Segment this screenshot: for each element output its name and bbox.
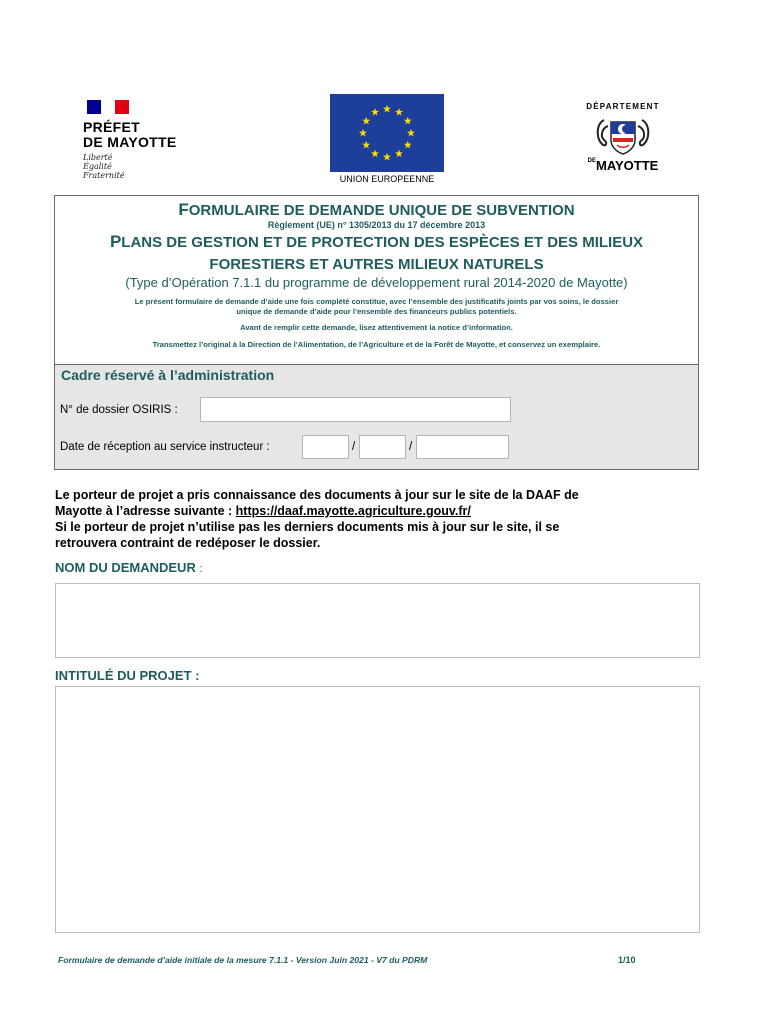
- eu-star-icon: [404, 117, 412, 125]
- admin-section-title: Cadre réservé à l’administration: [61, 367, 275, 383]
- page-number: 1/10: [618, 955, 636, 965]
- eu-star-icon: [362, 141, 370, 149]
- plans-title: PLANS DE GESTION ET DE PROTECTION DES ESPÈCES ET DES MILIEUX FORESTIERS ET AUTRES MILIEUX NATURELS: [109, 232, 644, 273]
- applicant-name-label: NOM DU DEMANDEUR :: [55, 560, 203, 575]
- reception-year-input[interactable]: [416, 435, 509, 459]
- republic-motto: Liberté Égalité Fraternité: [83, 153, 125, 180]
- type-operation: (Type d’Opération 7.1.1 du programme de développement rural 2014-2020 de Mayotte): [125, 275, 628, 290]
- project-title-field[interactable]: [55, 686, 700, 933]
- eu-star-icon: [383, 105, 391, 113]
- prefet-line1: PRÉFET: [83, 119, 141, 135]
- footer-text: Formulaire de demande d’aide initiale de la mesure 7.1.1 - Version Juin 2021 - V7 du PDRM: [58, 955, 428, 965]
- eu-label: UNION EUROPEENNE: [339, 174, 435, 184]
- regulation-reference: Règlement (UE) n° 1305/2013 du 17 décembre 2013: [267, 220, 486, 230]
- prefet-line2: DE MAYOTTE: [83, 134, 177, 150]
- eu-star-icon: [359, 129, 367, 137]
- french-flag-icon: [87, 100, 129, 114]
- eu-star-icon: [383, 153, 391, 161]
- eu-star-icon: [395, 108, 403, 116]
- osiris-label: N° de dossier OSIRIS :: [60, 404, 178, 416]
- reception-day-input[interactable]: [302, 435, 349, 459]
- project-title-label: INTITULÉ DU PROJET :: [55, 668, 200, 683]
- daaf-website-link[interactable]: https://daaf.mayotte.agriculture.gouv.fr/: [235, 504, 471, 518]
- eu-star-icon: [371, 150, 379, 158]
- prefet-logo: [83, 100, 213, 190]
- eu-flag-icon: [330, 94, 444, 172]
- osiris-input[interactable]: [200, 397, 511, 422]
- date-separator: /: [352, 441, 356, 453]
- eu-star-icon: [404, 141, 412, 149]
- eu-star-icon: [395, 150, 403, 158]
- info-paragraph-1: Le présent formulaire de demande d’aide une fois complété constitue, avec l’ensemble des justificatifs joints par vos soins, le dossier unique de demande d’aide pour l’ensemble des financeurs publics potentiels.: [134, 297, 619, 316]
- departement-top: DÉPARTEMENT: [586, 102, 660, 111]
- reception-month-input[interactable]: [359, 435, 406, 459]
- mayotte-crest-icon: [594, 114, 652, 156]
- applicant-name-field[interactable]: [55, 583, 700, 658]
- departement-logo: [578, 102, 668, 174]
- eu-star-icon: [362, 117, 370, 125]
- eu-star-icon: [371, 108, 379, 116]
- departement-name: $^{DE}$MAYOTTE: [587, 158, 659, 173]
- date-separator: /: [409, 441, 413, 453]
- documents-notice: Le porteur de projet a pris connaissance des documents à jour sur le site de la DAAF de Mayotte à l’adresse suivante : https://daaf.mayotte.agriculture.gouv.fr/ Si le porteur de projet n’utilise pas les derniers documents mis à jour sur le site, il se retrouvera contraint de redéposer le dossier.: [55, 488, 579, 550]
- info-paragraph-2: Avant de remplir cette demande, lisez attentivement la notice d’information.: [240, 323, 513, 332]
- reception-date-label: Date de réception au service instructeur :: [60, 441, 270, 453]
- eu-star-icon: [407, 129, 415, 137]
- info-paragraph-3: Transmettez l’original à la Direction de l’Alimentation, de l’Agriculture et de la Forêt de Mayotte, et conservez un exemplaire.: [152, 340, 601, 349]
- form-title: FORMULAIRE DE DEMANDE UNIQUE DE SUBVENTION: [178, 200, 575, 219]
